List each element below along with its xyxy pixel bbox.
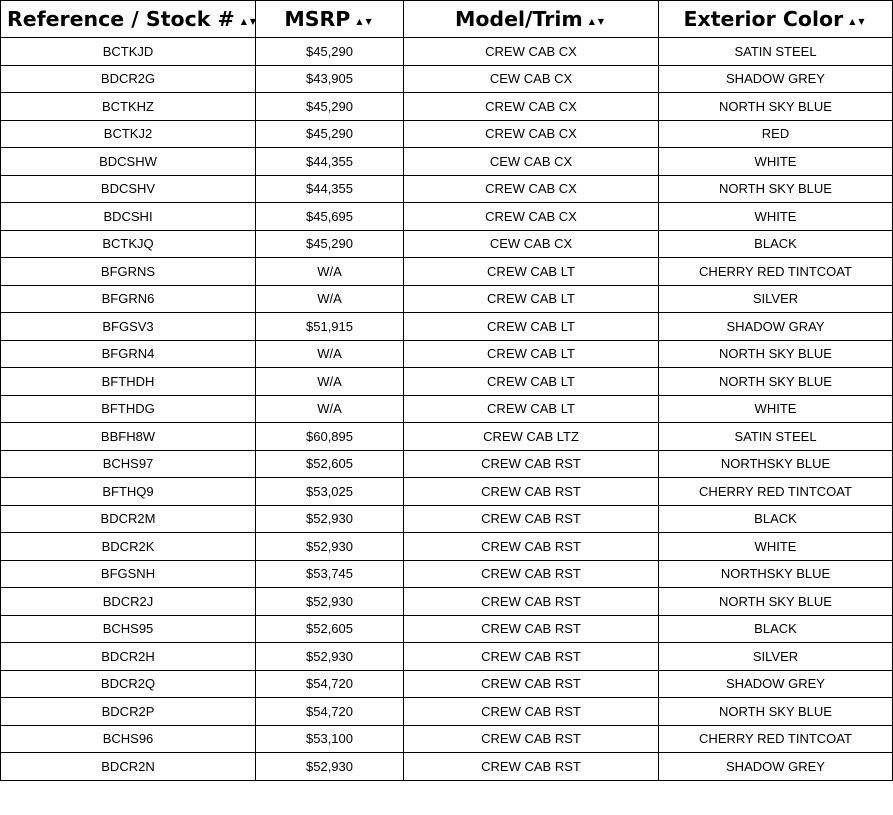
stock-number-cell: BDCR2P — [1, 698, 256, 726]
table-row[interactable] — [1, 753, 893, 781]
sort-arrows-icon[interactable]: ▲▼ — [849, 16, 868, 26]
stock-number-cell: BFGRNS — [1, 258, 256, 286]
msrp-cell: $54,720 — [256, 698, 404, 726]
model-trim-cell: CREW CAB LT — [404, 313, 659, 341]
stock-number-cell: BDCSHI — [1, 203, 256, 231]
msrp-cell: W/A — [256, 395, 404, 423]
stock-number-cell: BFGRN4 — [1, 340, 256, 368]
stock-number-cell: BCTKJD — [1, 38, 256, 66]
exterior-color-cell: BLACK — [659, 230, 893, 258]
table-row[interactable] — [1, 203, 893, 231]
msrp-cell: $43,905 — [256, 65, 404, 93]
table-row[interactable] — [1, 670, 893, 698]
exterior-color-cell: SILVER — [659, 643, 893, 671]
table-row[interactable] — [1, 560, 893, 588]
msrp-cell: $52,605 — [256, 615, 404, 643]
model-trim-cell: CREW CAB RST — [404, 505, 659, 533]
model-trim-cell: CREW CAB LT — [404, 368, 659, 396]
table-row[interactable] — [1, 38, 893, 66]
model-trim-cell: CREW CAB RST — [404, 725, 659, 753]
stock-number-cell: BFTHDH — [1, 368, 256, 396]
table-row[interactable] — [1, 340, 893, 368]
model-trim-cell: CREW CAB RST — [404, 533, 659, 561]
table-row[interactable] — [1, 505, 893, 533]
exterior-color-cell: BLACK — [659, 505, 893, 533]
stock-number-cell: BCTKJ2 — [1, 120, 256, 148]
exterior-color-cell: WHITE — [659, 148, 893, 176]
msrp-cell: $52,930 — [256, 643, 404, 671]
column-header-msrp[interactable] — [256, 1, 404, 38]
exterior-color-cell: SHADOW GRAY — [659, 313, 893, 341]
stock-number-cell: BDCR2J — [1, 588, 256, 616]
table-row[interactable] — [1, 533, 893, 561]
exterior-color-cell: CHERRY RED TINTCOAT — [659, 478, 893, 506]
stock-number-cell: BCHS96 — [1, 725, 256, 753]
stock-number-cell: BDCSHV — [1, 175, 256, 203]
exterior-color-cell: SHADOW GREY — [659, 753, 893, 781]
table-row[interactable] — [1, 175, 893, 203]
stock-number-cell: BDCR2N — [1, 753, 256, 781]
stock-number-cell: BDCR2M — [1, 505, 256, 533]
stock-number-cell: BCHS97 — [1, 450, 256, 478]
sort-arrows-icon[interactable]: ▲▼ — [588, 16, 608, 26]
stock-number-cell: BFGRN6 — [1, 285, 256, 313]
model-trim-cell: CEW CAB CX — [404, 65, 659, 93]
table-header — [1, 1, 893, 38]
msrp-cell: $53,025 — [256, 478, 404, 506]
exterior-color-cell: NORTH SKY BLUE — [659, 698, 893, 726]
model-trim-cell: CREW CAB RST — [404, 615, 659, 643]
exterior-color-cell: BLACK — [659, 615, 893, 643]
model-trim-cell: CREW CAB RST — [404, 478, 659, 506]
model-trim-cell: CREW CAB CX — [404, 175, 659, 203]
msrp-cell: W/A — [256, 258, 404, 286]
exterior-color-cell: NORTH SKY BLUE — [659, 588, 893, 616]
exterior-color-cell: NORTHSKY BLUE — [659, 560, 893, 588]
msrp-cell: $45,290 — [256, 38, 404, 66]
model-trim-cell: CREW CAB RST — [404, 588, 659, 616]
table-row[interactable] — [1, 588, 893, 616]
msrp-cell: W/A — [256, 368, 404, 396]
model-trim-cell: CEW CAB CX — [404, 230, 659, 258]
table-body — [1, 38, 893, 781]
table-row[interactable] — [1, 698, 893, 726]
sort-arrows-icon[interactable]: ▲▼ — [240, 16, 259, 26]
msrp-cell: $44,355 — [256, 148, 404, 176]
msrp-cell: $53,745 — [256, 560, 404, 588]
model-trim-cell: CREW CAB LT — [404, 340, 659, 368]
stock-number-cell: BDCR2G — [1, 65, 256, 93]
model-trim-cell: CREW CAB LTZ — [404, 423, 659, 451]
exterior-color-cell: NORTH SKY BLUE — [659, 93, 893, 121]
exterior-color-cell: SATIN STEEL — [659, 38, 893, 66]
model-trim-cell: CREW CAB RST — [404, 450, 659, 478]
table-row[interactable] — [1, 258, 893, 286]
msrp-cell: $52,930 — [256, 505, 404, 533]
stock-number-cell: BCTKHZ — [1, 93, 256, 121]
column-header-label: Exterior Color — [683, 7, 844, 31]
exterior-color-cell: RED — [659, 120, 893, 148]
table-row[interactable] — [1, 148, 893, 176]
msrp-cell: $52,605 — [256, 450, 404, 478]
table-row[interactable] — [1, 395, 893, 423]
column-header-stock[interactable] — [1, 1, 259, 38]
column-header-label: Reference / Stock # — [7, 7, 235, 31]
stock-number-cell: BFGSNH — [1, 560, 256, 588]
msrp-cell: $51,915 — [256, 313, 404, 341]
exterior-color-cell: NORTH SKY BLUE — [659, 175, 893, 203]
msrp-cell: $52,930 — [256, 588, 404, 616]
msrp-cell: $53,100 — [256, 725, 404, 753]
table-row[interactable] — [1, 230, 893, 258]
model-trim-cell: CREW CAB LT — [404, 285, 659, 313]
model-trim-cell: CREW CAB CX — [404, 203, 659, 231]
model-trim-cell: CREW CAB RST — [404, 560, 659, 588]
model-trim-cell: CREW CAB RST — [404, 753, 659, 781]
stock-number-cell: BBFH8W — [1, 423, 256, 451]
exterior-color-cell: WHITE — [659, 395, 893, 423]
msrp-cell: $52,930 — [256, 753, 404, 781]
model-trim-cell: CREW CAB CX — [404, 93, 659, 121]
msrp-cell: $60,895 — [256, 423, 404, 451]
stock-number-cell: BDCSHW — [1, 148, 256, 176]
stock-number-cell: BDCR2Q — [1, 670, 256, 698]
exterior-color-cell: SATIN STEEL — [659, 423, 893, 451]
msrp-cell: $45,695 — [256, 203, 404, 231]
exterior-color-cell: NORTH SKY BLUE — [659, 340, 893, 368]
msrp-cell: W/A — [256, 340, 404, 368]
model-trim-cell: CREW CAB CX — [404, 38, 659, 66]
stock-number-cell: BDCR2K — [1, 533, 256, 561]
exterior-color-cell: WHITE — [659, 533, 893, 561]
table-row[interactable] — [1, 478, 893, 506]
sort-arrows-icon[interactable]: ▲▼ — [356, 16, 375, 26]
table-row[interactable] — [1, 615, 893, 643]
msrp-cell: $44,355 — [256, 175, 404, 203]
header-row — [1, 1, 893, 38]
model-trim-cell: CREW CAB RST — [404, 698, 659, 726]
table-row[interactable] — [1, 285, 893, 313]
table-row[interactable] — [1, 120, 893, 148]
msrp-cell: $52,930 — [256, 533, 404, 561]
table-row[interactable] — [1, 313, 893, 341]
exterior-color-cell: SHADOW GREY — [659, 65, 893, 93]
msrp-cell: W/A — [256, 285, 404, 313]
model-trim-cell: CREW CAB LT — [404, 258, 659, 286]
model-trim-cell: CEW CAB CX — [404, 148, 659, 176]
exterior-color-cell: NORTH SKY BLUE — [659, 368, 893, 396]
model-trim-cell: CREW CAB RST — [404, 643, 659, 671]
column-header-exterior-color[interactable] — [659, 1, 893, 38]
stock-number-cell: BCHS95 — [1, 615, 256, 643]
model-trim-cell: CREW CAB CX — [404, 120, 659, 148]
exterior-color-cell: NORTHSKY BLUE — [659, 450, 893, 478]
exterior-color-cell: CHERRY RED TINTCOAT — [659, 258, 893, 286]
column-header-label: MSRP — [284, 7, 351, 31]
stock-number-cell: BCTKJQ — [1, 230, 256, 258]
msrp-cell: $45,290 — [256, 93, 404, 121]
table-row[interactable] — [1, 368, 893, 396]
model-trim-cell: CREW CAB LT — [404, 395, 659, 423]
stock-number-cell: BDCR2H — [1, 643, 256, 671]
stock-number-cell: BFGSV3 — [1, 313, 256, 341]
table-row[interactable] — [1, 450, 893, 478]
exterior-color-cell: CHERRY RED TINTCOAT — [659, 725, 893, 753]
table-row[interactable] — [1, 93, 893, 121]
msrp-cell: $45,290 — [256, 230, 404, 258]
msrp-cell: $54,720 — [256, 670, 404, 698]
column-header-label: Model/Trim — [454, 7, 583, 31]
model-trim-cell: CREW CAB RST — [404, 670, 659, 698]
msrp-cell: $45,290 — [256, 120, 404, 148]
exterior-color-cell: SILVER — [659, 285, 893, 313]
column-header-model-trim[interactable] — [404, 1, 659, 38]
exterior-color-cell: SHADOW GREY — [659, 670, 893, 698]
exterior-color-cell: WHITE — [659, 203, 893, 231]
stock-number-cell: BFTHDG — [1, 395, 256, 423]
stock-number-cell: BFTHQ9 — [1, 478, 256, 506]
table-row[interactable] — [1, 643, 893, 671]
table-row[interactable] — [1, 423, 893, 451]
table-row[interactable] — [1, 725, 893, 753]
table-row[interactable] — [1, 65, 893, 93]
